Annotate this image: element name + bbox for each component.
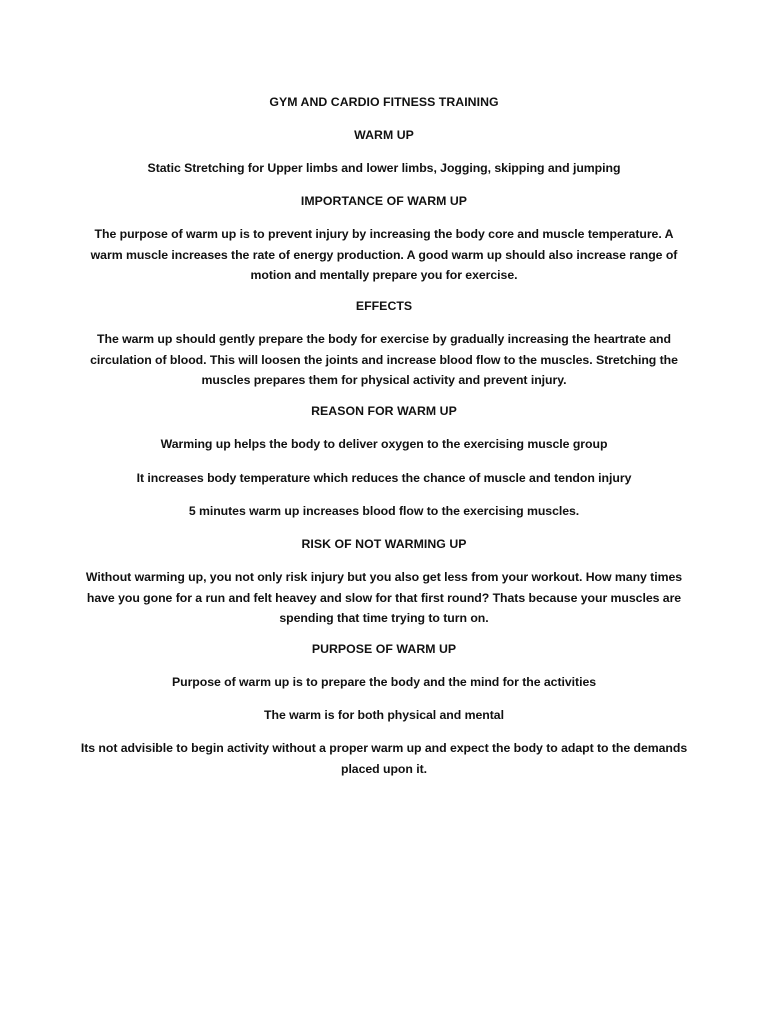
effects-paragraph: The warm up should gently prepare the body for exercise by gradually increasing the heartrate and circulation of blood. This will loosen the joints and increase blood flow to the muscles. Stretching the muscles prepares them for physical activity and prevent injury. (90, 332, 678, 387)
warm-up-heading: WARM UP (354, 128, 414, 142)
purpose-item-1: Purpose of warm up is to prepare the body and the mind for the activities (171, 675, 597, 689)
reason-item-2: It increases body temperature which reduces the chance of muscle and tendon injury (136, 471, 632, 485)
risk-paragraph: Without warming up, you not only risk injury but you also get less from your workout. How many times have you gone for a run and felt heavey and slow for that first round? Thats because your muscles are spending that time trying to turn on. (85, 570, 683, 625)
purpose-item-2: The warm is for both physical and mental (264, 708, 504, 722)
importance-heading: IMPORTANCE OF WARM UP (300, 194, 468, 208)
importance-paragraph: The purpose of warm up is to prevent injury by increasing the body core and muscle temperature. A warm muscle increases the rate of energy production. A good warm up should also increase range of motion and mentally prepare you for exercise. (90, 227, 678, 282)
risk-heading: RISK OF NOT WARMING UP (301, 537, 467, 551)
reason-item-3: 5 minutes warm up increases blood flow to the exercising muscles. (188, 504, 580, 518)
effects-heading: EFFECTS (355, 299, 413, 313)
document-title: GYM AND CARDIO FITNESS TRAINING (269, 95, 499, 109)
purpose-heading: PURPOSE OF WARM UP (311, 642, 457, 656)
warm-up-text: Static Stretching for Upper limbs and lower limbs, Jogging, skipping and jumping (147, 161, 621, 175)
reason-item-1: Warming up helps the body to deliver oxygen to the exercising muscle group (160, 437, 608, 451)
purpose-item-3: Its not advisible to begin activity without a proper warm up and expect the body to adapt to the demands placed upon it. (80, 741, 688, 776)
reason-heading: REASON FOR WARM UP (311, 404, 457, 418)
